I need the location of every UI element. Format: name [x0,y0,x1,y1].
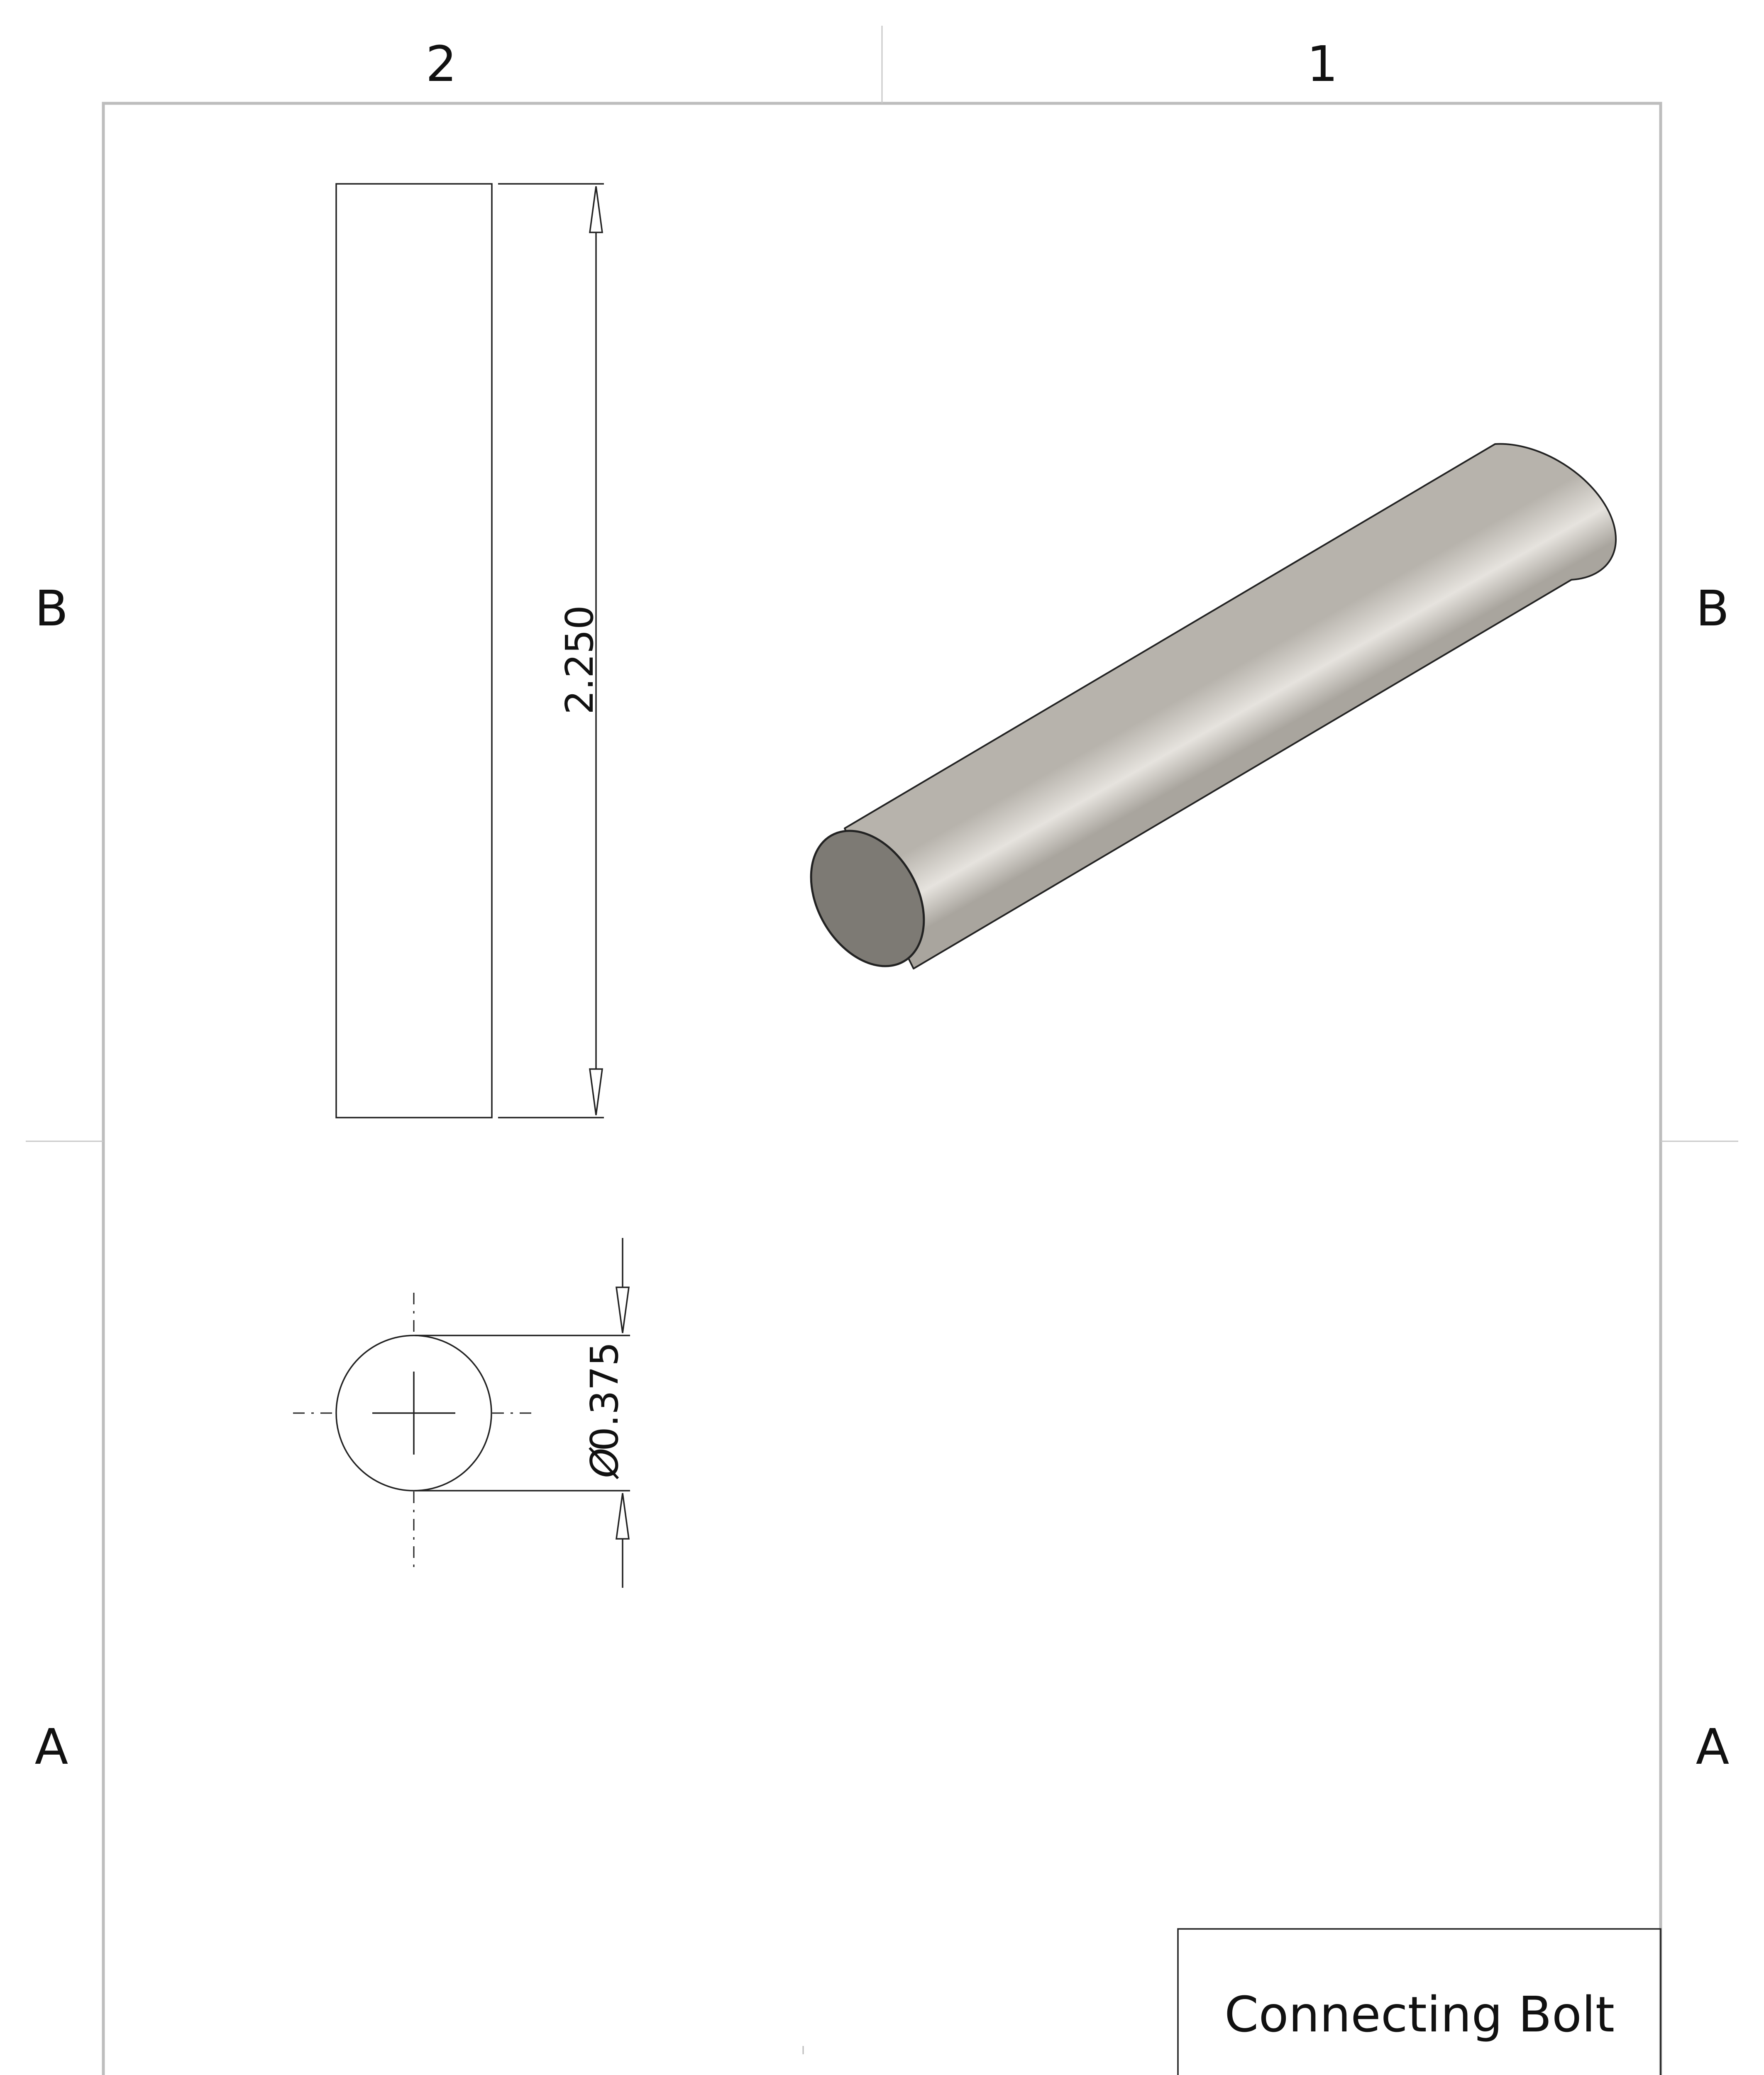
zone-label-left-b: B [34,580,68,637]
diameter-dimension-value: 0.375 [582,1342,627,1451]
length-dimension [498,184,604,1118]
end-view [293,1293,535,1567]
sheet-border [103,103,1661,2075]
zone-label-top-right: 1 [1307,35,1338,93]
diameter-arrow-bottom [616,1493,629,1539]
zone-label-left-a: A [34,1718,68,1775]
zone-label-right-b: B [1696,580,1730,637]
length-arrow-top [590,186,602,232]
title-block [1178,1929,1661,2075]
diameter-arrow-top [616,1287,629,1333]
isometric-view [788,444,1616,986]
length-arrow-bottom [590,1069,602,1115]
cylinder-body [845,444,1616,969]
zone-label-right-a: A [1696,1718,1730,1775]
title-block-title: Connecting Bolt [1224,1986,1615,2043]
front-view-outline [336,184,492,1118]
length-dimension-value: 2.250 [557,605,602,715]
zone-label-top-left: 2 [425,35,457,93]
diameter-symbol: Ø [582,1448,627,1478]
